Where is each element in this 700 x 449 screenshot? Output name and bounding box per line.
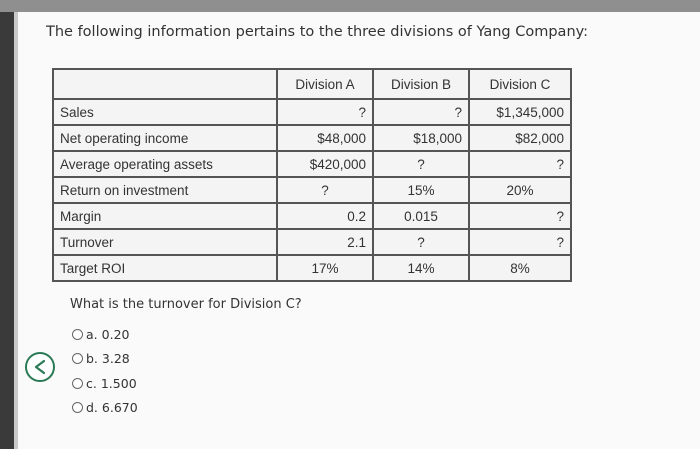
table-row [53, 177, 571, 203]
cell-division-b: 14% [373, 255, 469, 281]
table-row [53, 99, 571, 125]
cell-division-a: $48,000 [277, 125, 373, 151]
left-edge-bar [0, 12, 14, 449]
option-a[interactable] [72, 322, 138, 347]
cell-division-a: 2.1 [277, 229, 373, 255]
option-letter: c. [86, 375, 97, 391]
cell-division-c: ? [469, 229, 571, 255]
cell-division-c: $82,000 [469, 125, 571, 151]
option-c[interactable] [72, 371, 138, 396]
option-text: 0.20 [101, 326, 130, 342]
cell-division-a: 0.2 [277, 203, 373, 229]
table-row [53, 255, 571, 281]
cell-division-a: ? [277, 99, 373, 125]
cell-division-c: ? [469, 151, 571, 177]
row-label: Return on investment [53, 177, 277, 203]
radio-icon[interactable] [72, 402, 83, 413]
table-row [53, 151, 571, 177]
question-prompt: What is the turnover for Division C? [70, 297, 302, 312]
radio-icon[interactable] [72, 353, 83, 364]
division-table [52, 68, 572, 282]
option-b[interactable] [72, 347, 138, 372]
cell-division-b: ? [373, 229, 469, 255]
cell-division-a: $420,000 [277, 151, 373, 177]
answer-options [72, 322, 138, 420]
header-division-c: Division C [469, 69, 571, 99]
table-header-row [53, 69, 571, 99]
cell-division-c: 8% [469, 255, 571, 281]
top-bar [0, 0, 700, 12]
table-row [53, 229, 571, 255]
header-empty [53, 69, 277, 99]
radio-icon[interactable] [72, 378, 83, 389]
cell-division-a: 17% [277, 255, 373, 281]
option-text: 3.28 [101, 351, 130, 367]
cell-division-c: 20% [469, 177, 571, 203]
table-row [53, 203, 571, 229]
option-letter: a. [86, 326, 98, 342]
option-d[interactable] [72, 396, 138, 421]
question-title: The following information pertains to the three divisions of Yang Company: [46, 24, 589, 40]
option-text: 6.670 [101, 400, 138, 416]
cell-division-a: ? [277, 177, 373, 203]
cell-division-b: ? [373, 151, 469, 177]
cell-division-b: ? [373, 99, 469, 125]
cell-division-b: $18,000 [373, 125, 469, 151]
row-label: Margin [53, 203, 277, 229]
option-letter: b. [86, 351, 98, 367]
row-label: Turnover [53, 229, 277, 255]
table-row [53, 125, 571, 151]
row-label: Target ROI [53, 255, 277, 281]
cell-division-c: $1,345,000 [469, 99, 571, 125]
option-letter: d. [86, 400, 98, 416]
option-text: 1.500 [100, 375, 137, 391]
header-division-b: Division B [373, 69, 469, 99]
row-label: Average operating assets [53, 151, 277, 177]
back-button[interactable] [25, 352, 55, 382]
cell-division-b: 0.015 [373, 203, 469, 229]
chevron-left-icon [33, 359, 47, 375]
row-label: Sales [53, 99, 277, 125]
cell-division-c: ? [469, 203, 571, 229]
cell-division-b: 15% [373, 177, 469, 203]
radio-icon[interactable] [72, 329, 83, 340]
header-division-a: Division A [277, 69, 373, 99]
row-label: Net operating income [53, 125, 277, 151]
